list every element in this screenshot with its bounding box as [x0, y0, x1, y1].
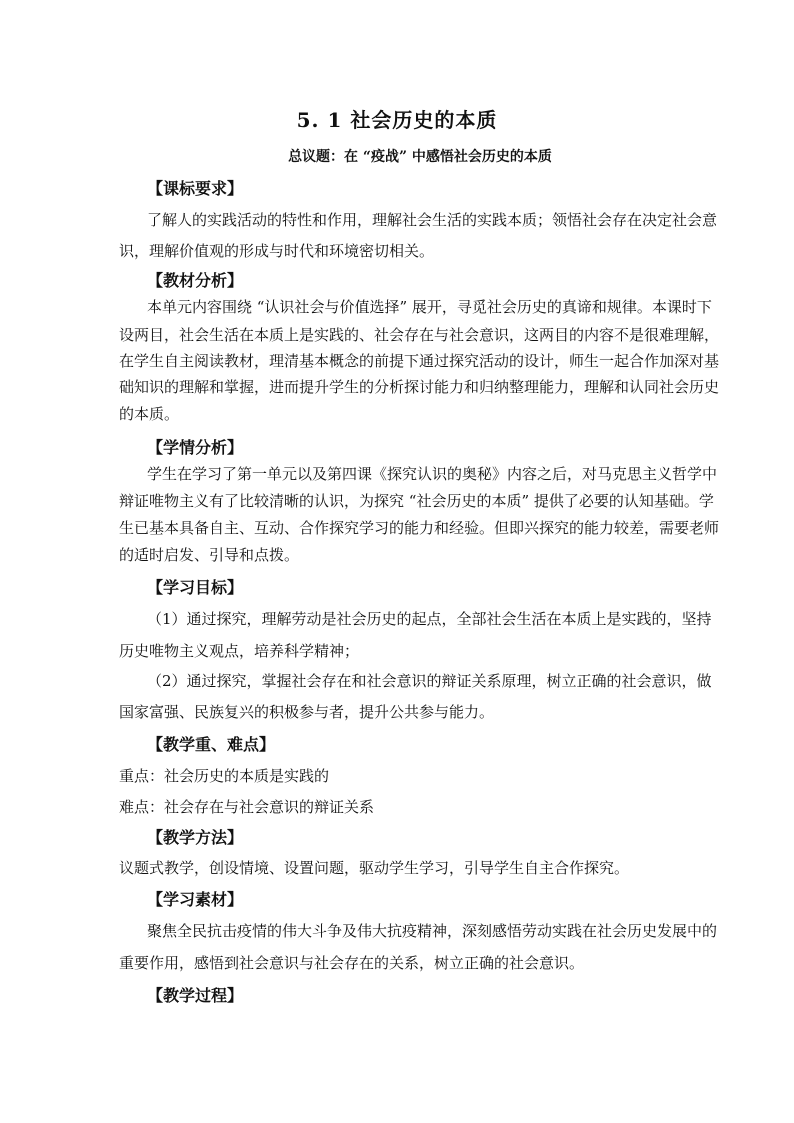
textbook-line-4: 础知识的理解和掌握，进而提升学生的分析探讨能力和归纳整理能力，理解和认同社会历史	[119, 378, 720, 396]
keypoint-difficulty: 难点：社会存在与社会意识的辩证关系	[119, 798, 375, 816]
curriculum-line-2: 识，理解价值观的形成与时代和环境密切相关。	[119, 242, 435, 260]
textbook-line-2: 设两目，社会生活在本质上是实践的、社会存在与社会意识，这两目的内容不是很难理解，	[119, 326, 720, 344]
heading-process: 【教学过程】	[147, 986, 244, 1005]
heading-keypoints: 【教学重、难点】	[147, 735, 276, 754]
students-line-1: 学生在学习了第一单元以及第四课《探究认识的奥秘》内容之后，对马克思主义哲学中	[147, 465, 718, 483]
objectives-line-3: （2）通过探究，掌握社会存在和社会意识的辩证关系原理，树立正确的社会意识，做	[147, 672, 712, 690]
students-line-3: 生已基本具备自主、互动、合作探究学习的能力和经验。但即兴探究的能力较差，需要老师	[119, 519, 720, 537]
heading-objectives: 【学习目标】	[147, 578, 244, 597]
methods-line-1: 议题式教学，创设情境、设置问题，驱动学生学习，引导学生自主合作探究。	[119, 859, 630, 877]
textbook-line-1: 本单元内容围绕 “认识社会与价值选择” 展开，寻觅社会历史的真谛和规律。本课时下	[147, 298, 712, 316]
keypoint-focus: 重点：社会历史的本质是实践的	[119, 767, 330, 785]
heading-textbook: 【教材分析】	[147, 271, 244, 290]
heading-methods: 【教学方法】	[147, 828, 244, 847]
materials-line-1: 聚焦全民抗击疫情的伟大斗争及伟大抗疫精神，深刻感悟劳动实践在社会历史发展中的	[147, 922, 718, 940]
materials-line-2: 重要作用，感悟到社会意识与社会存在的关系，树立正确的社会意识。	[119, 954, 585, 972]
heading-materials: 【学习素材】	[147, 890, 244, 909]
page-title: 5. 1 社会历史的本质	[296, 108, 498, 132]
objectives-line-4: 国家富强、民族复兴的积极参与者，提升公共参与能力。	[119, 703, 495, 721]
objectives-line-1: （1）通过探究，理解劳动是社会历史的起点，全部社会生活在本质上是实践的，坚持	[147, 610, 712, 628]
curriculum-line-1: 了解人的实践活动的特性和作用，理解社会生活的实践本质；领悟社会存在决定社会意	[147, 211, 718, 229]
heading-curriculum: 【课标要求】	[147, 179, 244, 198]
page-subtitle: 总议题：在 “疫战” 中感悟社会历史的本质	[288, 149, 552, 165]
heading-students: 【学情分析】	[147, 438, 244, 457]
students-line-2: 辩证唯物主义有了比较清晰的认识，为探究 “社会历史的本质” 提供了必要的认知基础。学	[119, 492, 714, 510]
objectives-line-2: 历史唯物主义观点，培养科学精神；	[119, 642, 360, 660]
textbook-line-5: 的本质。	[119, 405, 180, 423]
textbook-line-3: 在学生自主阅读教材，理清基本概念的前提下通过探究活动的设计，师生一起合作加深对基	[119, 352, 720, 370]
students-line-4: 的适时启发、引导和点拨。	[119, 546, 300, 564]
